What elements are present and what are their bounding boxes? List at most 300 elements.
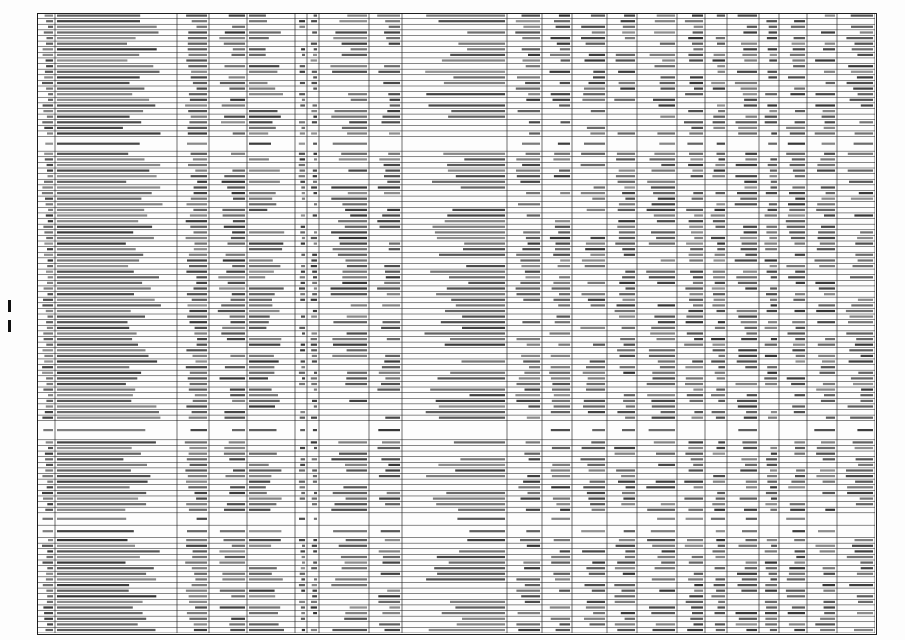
- table-cell-text-smudge: [189, 509, 207, 511]
- table-cell-text-smudge: [795, 550, 805, 552]
- table-cell-text-smudge: [653, 192, 675, 194]
- table-cell-text-smudge: [300, 65, 305, 67]
- table-cell-text-smudge: [300, 276, 305, 278]
- table-cell-text-smudge: [786, 127, 805, 129]
- table-cell-text-smudge: [348, 170, 367, 172]
- table-cell-text-smudge: [185, 104, 207, 106]
- table-cell-text-smudge: [57, 469, 131, 471]
- table-cell-text-smudge: [622, 276, 635, 278]
- table-cell-text-smudge: [786, 220, 805, 222]
- table-cell-text-smudge: [593, 71, 605, 73]
- table-cell-text-smudge: [855, 539, 874, 541]
- table-cell-text-smudge: [312, 121, 317, 123]
- table-cell-text-smudge: [554, 153, 570, 155]
- table-cell-text-smudge: [47, 383, 54, 385]
- table-cell-text-smudge: [232, 265, 245, 267]
- table-cell-text-smudge: [385, 20, 400, 22]
- table-cell-text-smudge: [793, 299, 805, 301]
- table-cell-text-smudge: [299, 469, 305, 471]
- table-cell-text-smudge: [524, 567, 540, 569]
- table-cell-text-smudge: [616, 175, 635, 177]
- table-cell-text-smudge: [43, 584, 53, 586]
- table-cell-text-smudge: [302, 198, 305, 200]
- table-cell-text-smudge: [382, 214, 400, 216]
- table-cell-text-smudge: [624, 394, 635, 396]
- table-cell-text-smudge: [858, 372, 873, 374]
- table-cell-text-smudge: [332, 338, 367, 340]
- table-cell-text-smudge: [855, 481, 873, 483]
- table-cell-text-smudge: [449, 562, 505, 564]
- table-cell-text-smudge: [713, 453, 725, 455]
- table-cell-text-smudge: [187, 143, 207, 145]
- table-cell-text-smudge: [529, 366, 540, 368]
- table-cell-text-smudge: [249, 65, 279, 67]
- table-cell-text-smudge: [299, 372, 305, 374]
- table-cell-text-smudge: [855, 344, 873, 346]
- table-cell-text-smudge: [379, 158, 400, 160]
- table-cell-text-smudge: [768, 164, 777, 166]
- table-cell-text-smudge: [192, 556, 207, 558]
- table-cell-text-smudge: [333, 143, 367, 145]
- table-cell-text-smudge: [550, 237, 570, 239]
- table-cell-text-smudge: [300, 498, 305, 500]
- table-cell-text-smudge: [738, 405, 757, 407]
- table-cell-text-smudge: [765, 562, 777, 564]
- table-cell-text-smudge: [713, 220, 725, 222]
- table-cell-text-smudge: [712, 304, 725, 306]
- table-cell-text-smudge: [649, 606, 675, 608]
- table-cell-text-smudge: [57, 539, 128, 541]
- table-cell-text-smudge: [331, 287, 368, 289]
- table-cell-text-smudge: [787, 595, 805, 597]
- table-cell-text-smudge: [335, 110, 368, 112]
- table-cell-text-smudge: [651, 327, 675, 329]
- table-cell-text-smudge: [450, 372, 505, 374]
- table-cell-text-smudge: [299, 518, 305, 520]
- table-cell-text-smudge: [249, 293, 275, 295]
- table-cell-text-smudge: [388, 93, 400, 95]
- table-cell-text-smudge: [655, 20, 675, 22]
- table-cell-text-smudge: [718, 601, 725, 603]
- table-cell-text-smudge: [312, 498, 317, 500]
- table-cell-text-smudge: [822, 143, 835, 145]
- table-cell-text-smudge: [386, 276, 400, 278]
- table-cell-text-smudge: [189, 389, 207, 391]
- table-cell-text-smudge: [685, 20, 703, 22]
- table-cell-text-smudge: [516, 158, 540, 160]
- table-cell-text-smudge: [441, 321, 505, 323]
- table-cell-text-smudge: [44, 612, 53, 614]
- table-cell-text-smudge: [300, 82, 305, 84]
- table-cell-text-smudge: [186, 59, 207, 61]
- table-cell-text-smudge: [689, 226, 703, 228]
- table-cell-text-smudge: [816, 310, 835, 312]
- table-cell-text-smudge: [656, 623, 675, 625]
- table-cell-text-smudge: [191, 71, 207, 73]
- table-cell-text-smudge: [47, 164, 53, 166]
- table-cell-text-smudge: [694, 584, 703, 586]
- table-cell-text-smudge: [653, 629, 676, 631]
- table-cell-text-smudge: [792, 405, 805, 407]
- table-cell-text-smudge: [691, 458, 703, 460]
- table-cell-text-smudge: [188, 37, 207, 39]
- table-cell-text-smudge: [378, 595, 400, 597]
- table-cell-text-smudge: [301, 618, 305, 620]
- table-cell-text-smudge: [736, 612, 758, 614]
- table-cell-text-smudge: [767, 372, 777, 374]
- table-cell-text-smudge: [186, 503, 207, 505]
- table-cell-text-smudge: [616, 158, 635, 160]
- table-cell-text-smudge: [656, 453, 675, 455]
- table-cell-text-smudge: [187, 530, 207, 532]
- table-cell-text-smudge: [820, 372, 836, 374]
- table-cell-text-smudge: [57, 503, 146, 505]
- table-cell-text-smudge: [771, 578, 778, 580]
- table-cell-text-smudge: [439, 405, 505, 407]
- table-cell-text-smudge: [194, 573, 207, 575]
- table-cell-text-smudge: [314, 578, 317, 580]
- table-cell-text-smudge: [189, 618, 207, 620]
- table-cell-text-smudge: [44, 355, 53, 357]
- table-cell-text-smudge: [347, 15, 367, 17]
- table-cell-text-smudge: [744, 509, 757, 511]
- table-cell-text-smudge: [554, 20, 570, 22]
- table-cell-text-smudge: [861, 389, 873, 391]
- table-cell-text-smudge: [522, 143, 540, 145]
- table-cell-text-smudge: [186, 271, 207, 273]
- table-cell-text-smudge: [57, 584, 129, 586]
- table-cell-text-smudge: [796, 282, 805, 284]
- table-cell-text-smudge: [661, 88, 676, 90]
- table-cell-text-smudge: [191, 175, 207, 177]
- table-cell-text-smudge: [455, 606, 505, 608]
- table-cell-text-smudge: [224, 43, 245, 45]
- table-cell-text-smudge: [57, 464, 147, 466]
- table-cell-text-smudge: [57, 321, 128, 323]
- table-cell-text-smudge: [518, 486, 540, 488]
- table-cell-text-smudge: [227, 503, 245, 505]
- table-cell-text-smudge: [314, 518, 317, 520]
- table-cell-text-smudge: [300, 71, 305, 73]
- table-cell-text-smudge: [43, 498, 53, 500]
- table-cell-text-smudge: [385, 170, 400, 172]
- table-cell-text-smudge: [858, 601, 873, 603]
- table-cell-text-smudge: [556, 629, 570, 631]
- table-cell-text-smudge: [233, 469, 245, 471]
- table-cell-text-smudge: [333, 321, 367, 323]
- table-cell-text-smudge: [817, 321, 835, 323]
- table-cell-text-smudge: [345, 209, 367, 211]
- table-cell-text-smudge: [654, 214, 675, 216]
- table-cell-text-smudge: [186, 15, 207, 17]
- table-cell-text-smudge: [848, 405, 873, 407]
- table-cell-text-smudge: [46, 464, 53, 466]
- table-cell-text-smudge: [736, 623, 757, 625]
- table-cell-text-smudge: [529, 121, 540, 123]
- table-cell-text-smudge: [229, 76, 245, 78]
- table-cell-text-smudge: [311, 20, 317, 22]
- table-cell-text-smudge: [690, 248, 703, 250]
- table-cell-text-smudge: [46, 59, 53, 61]
- table-cell-text-smudge: [553, 158, 570, 160]
- table-cell-text-smudge: [619, 170, 635, 172]
- table-cell-text-smudge: [685, 366, 703, 368]
- table-cell-text-smudge: [57, 20, 140, 22]
- table-cell-text-smudge: [451, 299, 505, 301]
- table-cell-text-smudge: [185, 441, 207, 443]
- table-cell-text-smudge: [825, 43, 835, 45]
- table-cell-text-smudge: [858, 93, 873, 95]
- table-cell-text-smudge: [712, 503, 725, 505]
- table-cell-text-smudge: [794, 441, 805, 443]
- table-cell-text-smudge: [302, 54, 305, 56]
- table-cell-text-smudge: [744, 104, 757, 106]
- table-cell-text-smudge: [48, 220, 53, 222]
- table-cell-text-smudge: [42, 475, 53, 477]
- table-cell-text-smudge: [793, 344, 805, 346]
- table-cell-text-smudge: [57, 338, 132, 340]
- table-cell-text-smudge: [559, 170, 570, 172]
- table-cell-text-smudge: [715, 623, 725, 625]
- table-cell-text-smudge: [191, 153, 207, 155]
- table-cell-text-smudge: [684, 121, 703, 123]
- table-cell-text-smudge: [313, 116, 317, 118]
- table-cell-text-smudge: [312, 271, 317, 273]
- table-cell-text-smudge: [586, 43, 605, 45]
- table-cell-text-smudge: [586, 606, 605, 608]
- table-cell-text-smudge: [587, 464, 605, 466]
- table-cell-text-smudge: [743, 31, 757, 33]
- table-cell-text-smudge: [311, 629, 317, 631]
- table-cell-text-smudge: [57, 486, 130, 488]
- table-cell-text-smudge: [741, 458, 757, 460]
- table-cell-text-smudge: [713, 276, 725, 278]
- table-cell-text-smudge: [656, 481, 675, 483]
- table-cell-text-smudge: [623, 498, 635, 500]
- table-cell-text-smudge: [331, 231, 367, 233]
- table-cell-text-smudge: [765, 623, 777, 625]
- table-cell-text-smudge: [560, 48, 570, 50]
- table-cell-text-smudge: [57, 327, 129, 329]
- table-cell-text-smudge: [299, 327, 305, 329]
- table-cell-text-smudge: [299, 539, 305, 541]
- table-cell-text-smudge: [46, 377, 53, 379]
- table-cell-text-smudge: [660, 82, 675, 84]
- table-cell-text-smudge: [470, 394, 506, 396]
- table-cell-text-smudge: [552, 447, 570, 449]
- table-cell-text-smudge: [528, 492, 541, 494]
- table-cell-text-smudge: [249, 360, 279, 362]
- table-cell-text-smudge: [767, 310, 777, 312]
- table-cell-text-smudge: [311, 265, 317, 267]
- table-cell-text-smudge: [193, 400, 207, 402]
- table-cell-text-smudge: [741, 590, 757, 592]
- table-cell-text-smudge: [57, 550, 160, 552]
- table-cell-text-smudge: [526, 276, 541, 278]
- table-cell-text-smudge: [553, 254, 570, 256]
- table-cell-text-smudge: [332, 71, 367, 73]
- table-cell-text-smudge: [520, 282, 540, 284]
- table-cell-text-smudge: [715, 164, 725, 166]
- table-cell-text-smudge: [382, 304, 400, 306]
- table-cell-text-smudge: [42, 545, 53, 547]
- table-cell-text-smudge: [516, 578, 540, 580]
- table-cell-text-smudge: [654, 153, 675, 155]
- table-cell-text-smudge: [300, 299, 305, 301]
- table-cell-text-smudge: [301, 214, 305, 216]
- table-cell-text-smudge: [711, 394, 725, 396]
- table-cell-text-smudge: [249, 203, 276, 205]
- table-cell-text-smudge: [377, 220, 400, 222]
- table-cell-text-smudge: [224, 453, 245, 455]
- table-cell-text-smudge: [743, 271, 757, 273]
- table-cell-text-smudge: [617, 349, 635, 351]
- table-cell-text-smudge: [826, 82, 835, 84]
- table-cell-text-smudge: [767, 539, 777, 541]
- table-cell-text-smudge: [745, 366, 757, 368]
- table-cell-text-smudge: [686, 321, 703, 323]
- table-cell-text-smudge: [386, 37, 400, 39]
- table-cell-text-smudge: [45, 458, 53, 460]
- table-cell-text-smudge: [714, 584, 725, 586]
- table-cell-text-smudge: [233, 198, 245, 200]
- table-cell-text-smudge: [589, 573, 605, 575]
- table-cell-text-smudge: [249, 327, 266, 329]
- table-cell-text-smudge: [587, 127, 605, 129]
- table-cell-text-smudge: [186, 545, 207, 547]
- table-cell-text-smudge: [769, 237, 777, 239]
- table-cell-text-smudge: [196, 498, 207, 500]
- table-cell-text-smudge: [588, 299, 605, 301]
- table-cell-text-smudge: [647, 539, 675, 541]
- table-cell-text-smudge: [849, 349, 873, 351]
- table-cell-text-smudge: [345, 562, 367, 564]
- table-cell-text-smudge: [693, 276, 703, 278]
- table-cell-text-smudge: [249, 287, 284, 289]
- table-cell-text-smudge: [226, 271, 245, 273]
- table-cell-text-smudge: [57, 417, 160, 419]
- table-cell-text-smudge: [618, 132, 635, 134]
- table-cell-text-smudge: [314, 405, 317, 407]
- table-cell-text-smudge: [351, 304, 367, 306]
- table-cell-text-smudge: [624, 344, 635, 346]
- table-cell-text-smudge: [716, 578, 726, 580]
- table-cell-text-smudge: [384, 360, 400, 362]
- table-cell-text-smudge: [690, 82, 704, 84]
- table-cell-text-smudge: [659, 590, 675, 592]
- table-cell-text-smudge: [692, 612, 703, 614]
- table-cell-text-smudge: [651, 400, 675, 402]
- table-cell-text-smudge: [301, 567, 305, 569]
- table-cell-text-smudge: [444, 82, 505, 84]
- table-cell-text-smudge: [770, 170, 777, 172]
- table-cell-text-smudge: [823, 383, 835, 385]
- table-cell-text-smudge: [745, 254, 757, 256]
- table-cell-text-smudge: [713, 550, 726, 552]
- table-cell-text-smudge: [588, 377, 605, 379]
- table-cell-text-smudge: [302, 562, 305, 564]
- table-cell-text-smudge: [227, 186, 245, 188]
- table-cell-text-smudge: [387, 338, 400, 340]
- table-cell-text-smudge: [225, 366, 245, 368]
- table-cell-text-smudge: [693, 464, 703, 466]
- table-cell-text-smudge: [516, 623, 540, 625]
- table-cell-text-smudge: [746, 481, 757, 483]
- table-cell-text-smudge: [623, 26, 635, 28]
- table-cell-text-smudge: [461, 186, 505, 188]
- table-cell-text-smudge: [57, 276, 159, 278]
- table-cell-text-smudge: [190, 464, 207, 466]
- table-cell-text-smudge: [311, 338, 317, 340]
- table-cell-text-smudge: [44, 254, 53, 256]
- table-cell-text-smudge: [796, 327, 805, 329]
- table-cell-text-smudge: [649, 243, 675, 245]
- table-cell-text-smudge: [42, 192, 53, 194]
- table-cell-text-smudge: [446, 492, 505, 494]
- table-cell-text-smudge: [249, 127, 276, 129]
- table-cell-text-smudge: [792, 158, 805, 160]
- table-cell-text-smudge: [526, 99, 540, 101]
- table-cell-text-smudge: [815, 282, 835, 284]
- table-cell-text-smudge: [188, 48, 207, 50]
- table-cell-text-smudge: [220, 606, 245, 608]
- table-cell-text-smudge: [312, 458, 317, 460]
- table-cell-text-smudge: [379, 372, 400, 374]
- table-cell-text-smudge: [190, 383, 207, 385]
- table-cell-text-smudge: [691, 127, 703, 129]
- table-cell-text-smudge: [661, 164, 675, 166]
- table-cell-text-smudge: [57, 492, 146, 494]
- table-cell-text-smudge: [47, 327, 53, 329]
- table-cell-text-smudge: [517, 383, 541, 385]
- table-cell-text-smudge: [622, 192, 635, 194]
- table-cell-text-smudge: [649, 355, 675, 357]
- table-cell-text-smudge: [824, 612, 835, 614]
- table-cell-text-smudge: [823, 590, 835, 592]
- table-cell-text-smudge: [766, 492, 777, 494]
- table-cell-text-smudge: [331, 293, 367, 295]
- table-cell-text-smudge: [853, 383, 873, 385]
- table-cell-text-smudge: [794, 20, 805, 22]
- table-cell-text-smudge: [791, 237, 805, 239]
- table-cell-text-smudge: [191, 198, 207, 200]
- table-cell-text-smudge: [821, 400, 835, 402]
- table-cell-text-smudge: [788, 76, 805, 78]
- table-cell-text-smudge: [57, 116, 130, 118]
- table-cell-text-smudge: [823, 458, 835, 460]
- table-cell-text-smudge: [222, 578, 245, 580]
- table-cell-text-smudge: [47, 265, 53, 267]
- table-cell-text-smudge: [824, 214, 835, 216]
- table-cell-text-smudge: [312, 545, 317, 547]
- table-cell-text-smudge: [766, 231, 777, 233]
- table-cell-text-smudge: [713, 88, 725, 90]
- table-cell-text-smudge: [438, 464, 505, 466]
- table-cell-text-smudge: [455, 469, 505, 471]
- table-cell-text-smudge: [581, 192, 605, 194]
- table-cell-text-smudge: [851, 15, 873, 17]
- table-cell-text-smudge: [713, 481, 725, 483]
- table-cell-text-smudge: [351, 99, 367, 101]
- table-cell-text-smudge: [551, 562, 570, 564]
- table-cell-text-smudge: [522, 48, 540, 50]
- table-cell-text-smudge: [333, 37, 367, 39]
- table-cell-text-smudge: [452, 209, 505, 211]
- table-cell-text-smudge: [57, 578, 156, 580]
- table-cell-text-smudge: [765, 327, 777, 329]
- table-cell-text-smudge: [560, 259, 570, 261]
- table-cell-text-smudge: [221, 304, 245, 306]
